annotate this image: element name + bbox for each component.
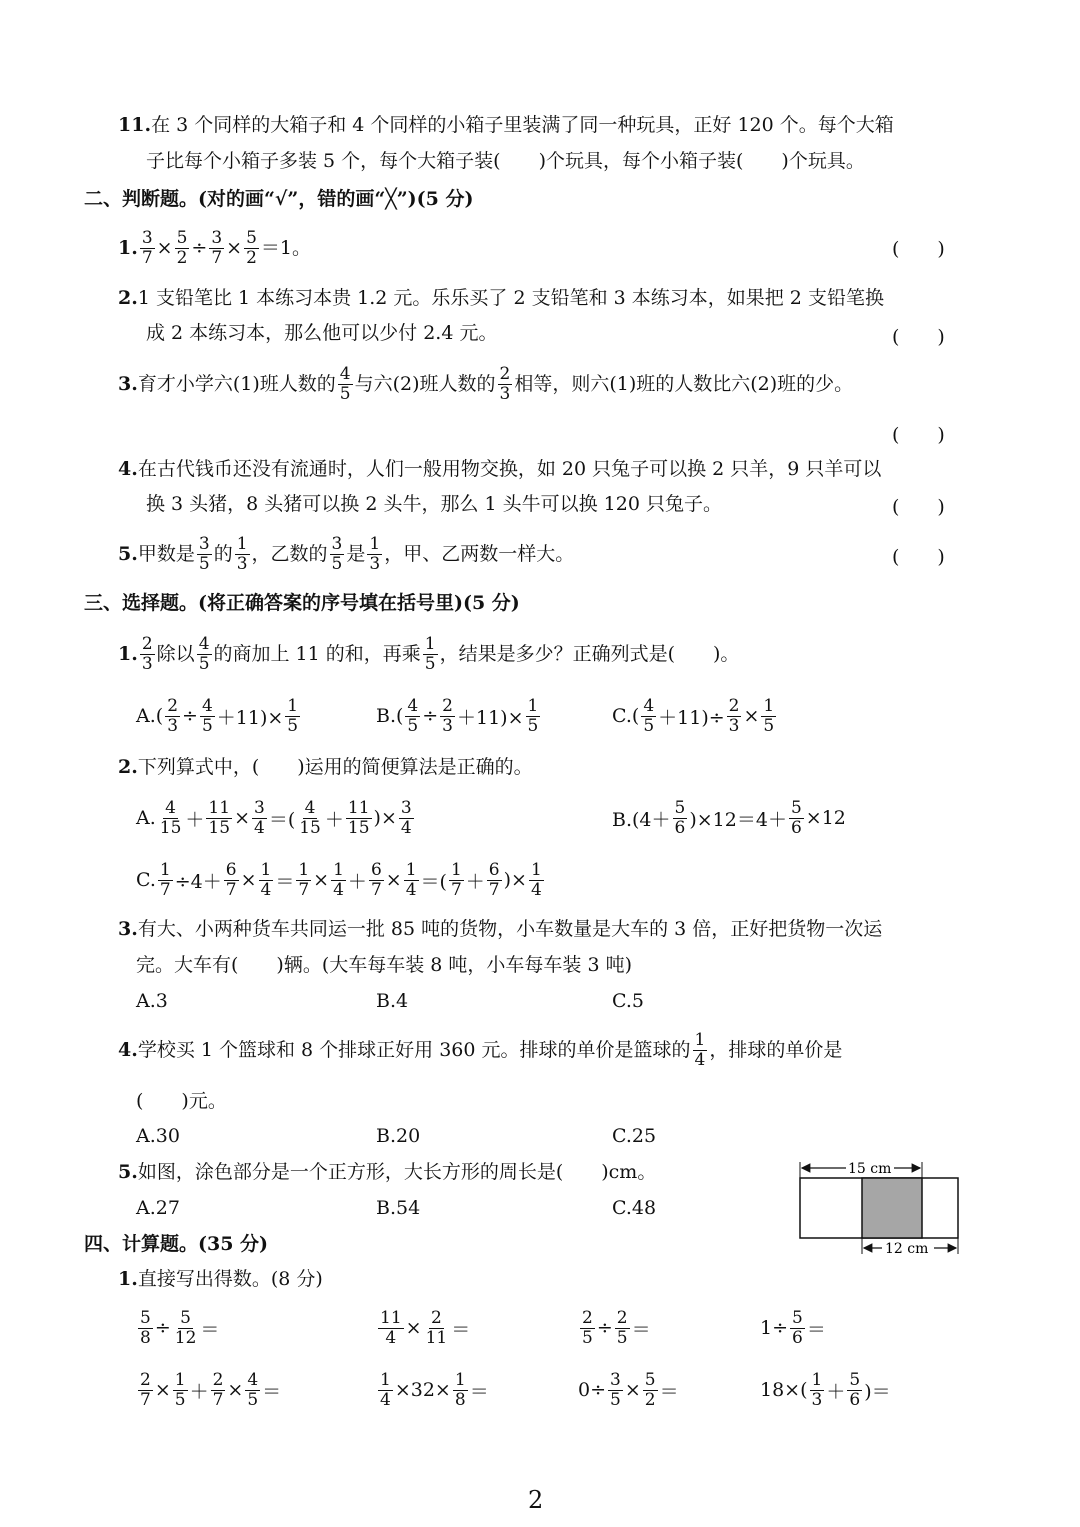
s2-q4-line1 [118, 454, 881, 484]
section2-title: 二、判断题。(对的画“√”，错的画“╳”)(5 分) [84, 188, 474, 210]
fraction: $\frac{11}{4}$ [380, 1307, 402, 1348]
s3-q1-option-a[interactable]: A.( $\frac{2}{3}$ ÷ $\frac{4}{5}$ ＋11)× $\frac{1}{5}$ [136, 695, 299, 736]
fraction: $\frac{3}{7}$ [211, 227, 223, 268]
fraction: $\frac{3}{4}$ [253, 797, 265, 838]
s3-q3-option-a[interactable]: A.3 [136, 990, 168, 1012]
q11-num: 11. [118, 114, 152, 136]
fraction: $\frac{5}{8}$ [140, 1307, 151, 1348]
fraction: $\frac{4}{15}$ [299, 797, 321, 838]
calc-r2-e4: 18×( $\frac{1}{3}$ ＋ $\frac{5}{6}$ )＝ [760, 1369, 891, 1410]
s2-q2-num: 2. [118, 287, 138, 309]
s3-q5 [118, 1157, 656, 1187]
fraction: $\frac{3}{5}$ [331, 533, 343, 574]
fraction: $\frac{1}{3}$ [236, 533, 248, 574]
s3-q1: 1. $\frac{2}{3}$ 除以 $\frac{4}{5}$ 的商加上 11 的和，再乘 $\frac{1}{5}$ ，结果是多少？正确列式是( )。 [118, 633, 740, 674]
fraction: $\frac{2}{11}$ [425, 1307, 448, 1348]
shaded-square [862, 1178, 922, 1238]
s2-q1-num: 1. [118, 237, 138, 259]
fraction: $\frac{2}{3}$ [442, 695, 453, 736]
fraction: $\frac{2}{7}$ [140, 1369, 151, 1410]
s3-q5-option-a[interactable]: A.27 [136, 1197, 180, 1219]
fraction: $\frac{5}{12}$ [174, 1307, 197, 1348]
rectangle-figure [790, 1156, 970, 1262]
s2-q4-text1: 在古代钱币还没有流通时，人们一般用物交换，如 20 只兔子可以换 2 只羊，9 只羊可以 [137, 458, 882, 480]
section3-title: 三、选择题。(将正确答案的序号填在括号里)(5 分) [84, 592, 520, 614]
s3-q5-text: 如图，涂色部分是一个正方形，大长方形的周长是( )cm。 [137, 1161, 657, 1183]
fraction: $\frac{4}{15}$ [159, 797, 182, 838]
fraction: $\frac{1}{7}$ [159, 859, 171, 900]
fraction: $\frac{5}{6}$ [849, 1369, 861, 1410]
s3-q2-option-b[interactable]: B.(4＋ $\frac{5}{6}$ )×12＝4＋ $\frac{5}{6}$ ×12 [612, 797, 846, 838]
s2-q3-num: 3. [118, 373, 138, 395]
fraction: $\frac{1}{3}$ [811, 1369, 823, 1410]
s3-q1-option-b[interactable]: B.( $\frac{4}{5}$ ÷ $\frac{2}{3}$ ＋11)× $\frac{1}{5}$ [376, 695, 539, 736]
s2-q4-num: 4. [118, 458, 138, 480]
fraction: $\frac{6}{7}$ [225, 859, 237, 900]
calc-r1-e2: $\frac{11}{4}$ × $\frac{2}{11}$ ＝ [380, 1307, 471, 1348]
s3-q3-text2: 完。大车有( )辆。(大车每车装 8 吨，小车每车装 3 吨) [136, 954, 632, 976]
s3-q5-option-b[interactable]: B.54 [376, 1197, 421, 1219]
fraction: $\frac{2}{7}$ [212, 1369, 224, 1410]
fraction: $\frac{5}{6}$ [792, 1307, 803, 1348]
fraction: $\frac{4}{5}$ [339, 363, 351, 404]
label-15cm: 15 cm [848, 1161, 892, 1177]
s3-q3-num: 3. [118, 918, 138, 940]
s3-q3-option-c[interactable]: C.5 [612, 990, 644, 1012]
fraction: $\frac{6}{7}$ [488, 859, 500, 900]
fraction: $\frac{1}{4}$ [380, 1369, 391, 1410]
fraction: $\frac{5}{2}$ [246, 227, 257, 268]
s4-q1-text: 直接写出得数。(8 分) [137, 1268, 323, 1290]
section4-title: 四、计算题。(35 分) [84, 1233, 269, 1255]
fraction: $\frac{1}{7}$ [298, 859, 310, 900]
fraction: $\frac{1}{4}$ [694, 1029, 706, 1070]
s3-q4-num: 4. [118, 1039, 138, 1061]
q11-line2 [146, 146, 865, 176]
s4-q1 [118, 1264, 323, 1294]
fraction: $\frac{4}{5}$ [201, 695, 213, 736]
s3-q3-line1 [118, 914, 882, 944]
s3-q1-num: 1. [118, 643, 138, 665]
fraction: $\frac{2}{3}$ [499, 363, 511, 404]
fraction: $\frac{2}{3}$ [728, 695, 740, 736]
s3-q3-option-b[interactable]: B.4 [376, 990, 409, 1012]
fraction: $\frac{1}{7}$ [450, 859, 462, 900]
s3-q2-option-a[interactable]: A. $\frac{4}{15}$ ＋ $\frac{11}{15}$ × $\frac{3}{4}$ ＝( $\frac{4}{15}$ ＋ $\frac{11}{15}$ )× $\frac{3}{4}$ [136, 797, 412, 838]
fraction: $\frac{5}{2}$ [176, 227, 188, 268]
s3-q5-option-c[interactable]: C.48 [612, 1197, 657, 1219]
fraction: $\frac{4}{5}$ [198, 633, 210, 674]
calc-r1-e4: 1÷ $\frac{5}{6}$ ＝ [760, 1307, 826, 1348]
fraction: $\frac{3}{7}$ [141, 227, 153, 268]
fraction: $\frac{1}{4}$ [405, 859, 417, 900]
s3-q4-option-a[interactable]: A.30 [136, 1125, 180, 1147]
answer-paren[interactable]: ( ) [892, 326, 945, 348]
fraction: $\frac{2}{5}$ [616, 1307, 628, 1348]
s3-q3-line2 [136, 950, 632, 980]
fraction: $\frac{3}{5}$ [198, 533, 210, 574]
s2-q4-text2: 换 3 头猪，8 头猪可以换 2 头牛，那么 1 头牛可以换 120 只兔子。 [146, 493, 722, 515]
fraction: $\frac{6}{7}$ [370, 859, 382, 900]
fraction: $\frac{1}{8}$ [454, 1369, 466, 1410]
s3-q4-line1: 4. 学校买 1 个篮球和 8 个排球正好用 360 元。排球的单价是篮球的 $\frac{1}{4}$ ，排球的单价是 [118, 1029, 843, 1070]
s2-q5-num: 5. [118, 543, 138, 565]
s4-q1-num: 1. [118, 1268, 138, 1290]
fraction: $\frac{5}{6}$ [790, 797, 802, 838]
s2-q5: 5. 甲数是 $\frac{3}{5}$ 的 $\frac{1}{3}$ ，乙数的 $\frac{3}{5}$ 是 $\frac{1}{3}$ ，甲、乙两数一样大。 [118, 533, 575, 574]
s3-q1-option-c[interactable]: C.( $\frac{4}{5}$ ＋11)÷ $\frac{2}{3}$ × $\frac{1}{5}$ [612, 695, 775, 736]
s3-q5-num: 5. [118, 1161, 138, 1183]
fraction: $\frac{4}{5}$ [407, 695, 419, 736]
fraction: $\frac{5}{2}$ [644, 1369, 656, 1410]
fraction: $\frac{11}{15}$ [347, 797, 370, 838]
fraction: $\frac{1}{5}$ [763, 695, 775, 736]
s2-q2-line1 [118, 283, 884, 313]
fraction: $\frac{2}{3}$ [141, 633, 153, 674]
s3-q4-line2: ( )元。 [136, 1090, 227, 1112]
s2-q2-line2 [146, 318, 497, 348]
s3-q2-option-c[interactable]: C. $\frac{1}{7}$ ÷4＋ $\frac{6}{7}$ × $\frac{1}{4}$ ＝ $\frac{1}{7}$ × $\frac{1}{4}$ ＋ $\frac{6}{7}$ × $\frac{1}{4}$ ＝( $\frac{1}{7}$ ＋ $\frac{6}{7}$ )× $\frac{1}{4}$ [136, 859, 542, 900]
s3-q3-text1: 有大、小两种货车共同运一批 85 吨的货物，小车数量是大车的 3 倍，正好把货物一次运 [137, 918, 883, 940]
fraction: $\frac{1}{5}$ [287, 695, 299, 736]
s2-q1: 1. $\frac{3}{7}$ × $\frac{5}{2}$ ÷ $\frac{3}{7}$ × $\frac{5}{2}$ ＝1。 [118, 227, 312, 268]
q11-line1 [118, 110, 894, 140]
fraction: $\frac{11}{15}$ [208, 797, 231, 838]
s3-q2 [118, 752, 533, 782]
answer-paren[interactable]: ( ) [892, 496, 945, 518]
answer-paren[interactable]: ( ) [892, 546, 945, 568]
s2-q2-text1: 1 支铅笔比 1 本练习本贵 1.2 元。乐乐买了 2 支铅笔和 3 本练习本，如果把 2 支铅笔换 [137, 287, 884, 309]
fraction: $\frac{1}{5}$ [527, 695, 539, 736]
s2-q2-text2: 成 2 本练习本，那么他可以少付 2.4 元。 [146, 322, 498, 344]
fraction: $\frac{1}{4}$ [333, 859, 344, 900]
fraction: $\frac{1}{5}$ [424, 633, 436, 674]
s2-q4-line2 [146, 489, 722, 519]
fraction: $\frac{4}{5}$ [643, 695, 655, 736]
s3-q4-option-b[interactable]: B.20 [376, 1125, 421, 1147]
fraction: $\frac{1}{3}$ [369, 533, 381, 574]
fraction: $\frac{1}{4}$ [530, 859, 542, 900]
calc-r2-e1: $\frac{2}{7}$ × $\frac{1}{5}$ ＋ $\frac{2}{7}$ × $\frac{4}{5}$ ＝ [140, 1369, 282, 1410]
calc-r2-e3: 0÷ $\frac{3}{5}$ × $\frac{5}{2}$ ＝ [578, 1369, 679, 1410]
fraction: $\frac{4}{5}$ [247, 1369, 259, 1410]
q11-text1: 在 3 个同样的大箱子和 4 个同样的小箱子里装满了同一种玩具，正好 120 个。每个大箱 [151, 114, 894, 136]
fraction: $\frac{1}{4}$ [260, 859, 272, 900]
answer-paren[interactable]: ( ) [892, 238, 945, 260]
fraction: $\frac{3}{4}$ [400, 797, 412, 838]
q11-text2: 子比每个小箱子多装 5 个，每个大箱子装( )个玩具，每个小箱子装( )个玩具。 [146, 150, 865, 172]
s2-q3: 3. 育才小学六(1)班人数的 $\frac{4}{5}$ 与六(2)班人数的 $\frac{2}{3}$ 相等，则六(1)班的人数比六(2)班的少。 [118, 363, 854, 404]
s3-q2-text: 下列算式中，( )运用的简便算法是正确的。 [137, 756, 533, 778]
fraction: $\frac{1}{5}$ [174, 1369, 186, 1410]
fraction: $\frac{3}{5}$ [610, 1369, 621, 1410]
fraction: $\frac{2}{3}$ [167, 695, 179, 736]
calc-r1-e1: $\frac{5}{8}$ ÷ $\frac{5}{12}$ ＝ [140, 1307, 220, 1348]
calc-r1-e3: $\frac{2}{5}$ ÷ $\frac{2}{5}$ ＝ [582, 1307, 651, 1348]
answer-paren[interactable]: ( ) [892, 424, 945, 446]
s3-q2-num: 2. [118, 756, 138, 778]
page-number: 2 [528, 1486, 544, 1514]
calc-r2-e2: $\frac{1}{4}$ ×32× $\frac{1}{8}$ ＝ [380, 1369, 489, 1410]
fraction: $\frac{5}{6}$ [674, 797, 686, 838]
s3-q4-option-c[interactable]: C.25 [612, 1125, 657, 1147]
label-12cm: 12 cm [885, 1241, 929, 1257]
fraction: $\frac{2}{5}$ [582, 1307, 593, 1348]
